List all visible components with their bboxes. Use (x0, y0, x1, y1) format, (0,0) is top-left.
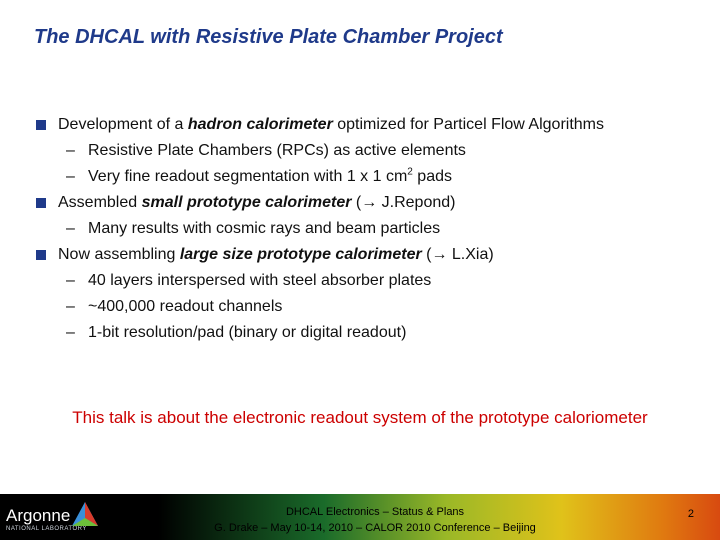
slide-title: The DHCAL with Resistive Plate Chamber Project (34, 26, 503, 48)
bullet-item (36, 190, 696, 216)
dash-marker: – (66, 298, 75, 315)
sub-bullet-text: 1-bit resolution/pad (binary or digital readout) (88, 324, 407, 341)
dash-marker: – (66, 272, 75, 289)
argonne-logo: Argonne (6, 506, 71, 525)
superscript: 2 (407, 166, 413, 178)
sub-bullet-item (36, 268, 696, 294)
bullet-item (36, 242, 696, 268)
bullet-text: (→ J.Repond) (351, 194, 456, 211)
bullet-emphasis: large size prototype calorimeter (179, 246, 422, 263)
sub-bullet-item (36, 164, 696, 190)
sub-bullet-text: Very fine readout segmentation with 1 x 1 cm (88, 168, 408, 185)
slide-content (36, 112, 696, 346)
argonne-logo-subtext: NATIONAL LABORATORY (6, 526, 87, 532)
sub-bullet-item (36, 294, 696, 320)
bullet-text: (→ L.Xia) (421, 246, 494, 263)
sub-bullet-text: 40 layers interspersed with steel absorber plates (88, 272, 432, 289)
bullet-emphasis: small prototype calorimeter (141, 194, 352, 211)
sub-bullet-item (36, 320, 696, 346)
square-bullet-icon (36, 250, 46, 260)
dash-marker: – (66, 324, 75, 341)
bullet-text: Assembled (58, 194, 142, 211)
bullet-item (36, 112, 696, 138)
bullet-text: optimized for Particel Flow Algorithms (332, 116, 604, 133)
footer-text (160, 504, 590, 536)
sub-bullet-text: Many results with cosmic rays and beam particles (88, 220, 441, 237)
square-bullet-icon (36, 198, 46, 208)
dash-marker: – (66, 168, 75, 185)
footer-bar (0, 494, 720, 540)
bullet-emphasis: hadron calorimeter (187, 116, 333, 133)
dash-marker: – (66, 142, 75, 159)
footer-line-1: DHCAL Electronics – Status & Plans (285, 506, 465, 518)
sub-bullet-item (36, 138, 696, 164)
sub-bullet-item (36, 216, 696, 242)
bullet-text: Development of a (58, 116, 188, 133)
argonne-triangle-icon (70, 500, 100, 530)
bullet-text: Now assembling (58, 246, 180, 263)
page-number: 2 (687, 508, 694, 520)
sub-bullet-text: ~400,000 readout channels (88, 298, 283, 315)
square-bullet-icon (36, 120, 46, 130)
sub-bullet-text: pads (412, 168, 452, 185)
sub-bullet-text: Resistive Plate Chambers (RPCs) as active elements (88, 142, 466, 159)
dash-marker: – (66, 220, 75, 237)
callout-text: This talk is about the electronic readout system of the prototype caloriometer (72, 408, 648, 427)
footer-line-2: G. Drake – May 10-14, 2010 – CALOR 2010 Conference – Beijing (214, 522, 536, 534)
